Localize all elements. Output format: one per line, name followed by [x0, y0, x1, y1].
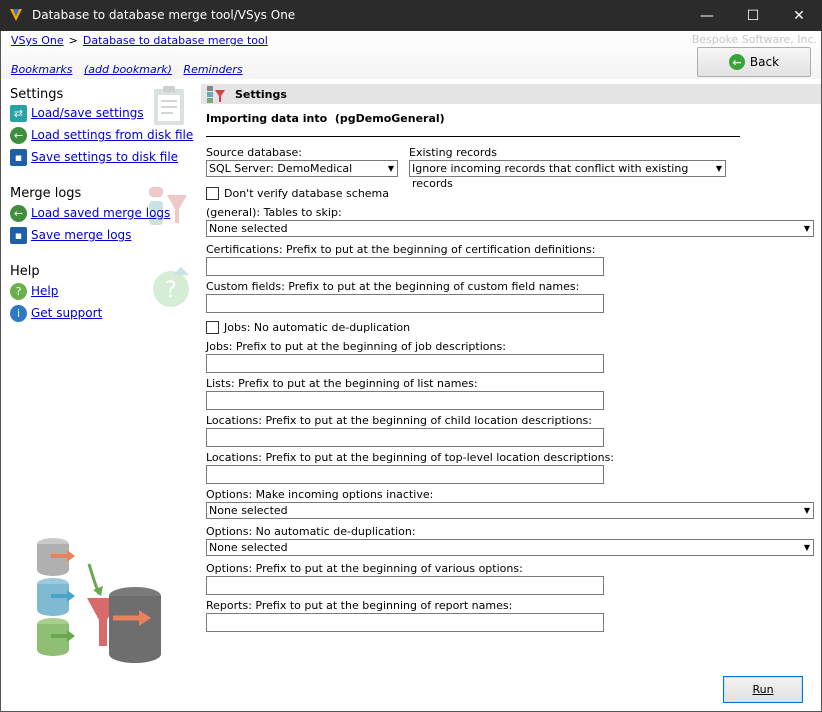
- section-title: Settings: [235, 87, 287, 101]
- run-button-label: Run: [752, 683, 774, 696]
- app-logo-icon: [8, 7, 24, 23]
- separator-line: [206, 136, 740, 137]
- help-question-icon: [151, 265, 195, 309]
- custom-fields-prefix-label: Custom fields: Prefix to put at the beginning of custom field names:: [206, 280, 580, 293]
- chevron-down-icon: ▼: [387, 164, 394, 173]
- minimize-button[interactable]: [684, 0, 730, 31]
- tables-skip-value: None selected: [209, 222, 288, 235]
- cert-prefix-label: Certifications: Prefix to put at the beginning of certification definitions:: [206, 243, 596, 256]
- jobs-dedup-checkbox[interactable]: [206, 321, 410, 334]
- info-icon: i: [10, 305, 27, 322]
- save-merge-logs-label: Save merge logs: [31, 228, 132, 242]
- breadcrumb-home-link[interactable]: VSys One: [11, 34, 64, 47]
- save-settings-disk-link[interactable]: [10, 148, 178, 166]
- save-settings-disk-label: Save settings to disk file: [31, 150, 179, 164]
- breadcrumb-separator: >: [68, 34, 78, 47]
- help-heading: Help: [10, 264, 40, 279]
- source-db-label: Source database:: [206, 146, 302, 159]
- database-merge-illustration: [35, 534, 175, 674]
- load-save-settings-link[interactable]: [10, 104, 144, 122]
- locations-child-prefix-label: Locations: Prefix to put at the beginning of child location descriptions:: [206, 414, 592, 427]
- window-title: Database to database merge tool/VSys One: [32, 8, 296, 22]
- options-prefix-label: Options: Prefix to put at the beginning of various options:: [206, 562, 523, 575]
- close-icon: ✕: [793, 7, 805, 24]
- existing-records-value: Ignore incoming records that conflict with existing records: [412, 162, 689, 190]
- chevron-down-icon: ▼: [803, 506, 810, 515]
- importing-prefix: Importing data into: [206, 112, 328, 125]
- clipboard-icon: [151, 85, 189, 127]
- checkbox-box: [206, 187, 219, 200]
- load-settings-disk-label: Load settings from disk file: [31, 128, 194, 142]
- importing-info: [206, 112, 445, 125]
- back-arrow-icon: ←: [729, 54, 745, 70]
- dont-verify-checkbox[interactable]: [206, 187, 389, 200]
- get-support-link[interactable]: [10, 304, 102, 322]
- title-bar: [0, 0, 822, 31]
- importing-db-name: (pgDemoGeneral): [334, 112, 445, 125]
- options-dedup-select[interactable]: [206, 539, 814, 556]
- reports-prefix-label: Reports: Prefix to put at the beginning of report names:: [206, 599, 513, 612]
- dont-verify-label: Don't verify database schema: [224, 187, 390, 200]
- source-db-select[interactable]: [206, 160, 398, 177]
- save-merge-logs-link[interactable]: [10, 226, 131, 244]
- breadcrumb: [11, 34, 268, 47]
- jobs-dedup-label: Jobs: No automatic de-duplication: [224, 321, 411, 334]
- merge-logs-heading: Merge logs: [10, 186, 82, 201]
- locations-top-prefix-label: Locations: Prefix to put at the beginning of top-level location descriptions:: [206, 451, 615, 464]
- jobs-prefix-label: Jobs: Prefix to put at the beginning of job descriptions:: [206, 340, 506, 353]
- run-button[interactable]: [723, 676, 803, 703]
- options-inactive-label: Options: Make incoming options inactive:: [206, 488, 434, 501]
- checkbox-box: [206, 321, 219, 334]
- bookmarks-link[interactable]: Bookmarks: [11, 63, 73, 76]
- options-dedup-label: Options: No automatic de-duplication:: [206, 525, 416, 538]
- maximize-button[interactable]: [730, 0, 776, 31]
- load-save-settings-label: Load/save settings: [31, 106, 144, 120]
- load-merge-logs-label: Load saved merge logs: [31, 206, 171, 220]
- company-watermark: Bespoke Software, Inc.: [691, 33, 817, 46]
- help-icon: ?: [10, 283, 27, 300]
- reports-prefix-input[interactable]: [206, 613, 604, 632]
- back-button[interactable]: [697, 47, 811, 77]
- existing-records-select[interactable]: [409, 160, 726, 190]
- options-inactive-select[interactable]: [206, 502, 814, 519]
- breadcrumb-current-link[interactable]: Database to database merge tool: [82, 34, 268, 47]
- add-bookmark-link[interactable]: (add bookmark): [83, 63, 172, 76]
- settings-heading: Settings: [10, 87, 64, 102]
- load-merge-logs-link[interactable]: [10, 204, 170, 222]
- lists-prefix-label: Lists: Prefix to put at the beginning of list names:: [206, 377, 478, 390]
- source-db-value: SQL Server: DemoMedical: [209, 162, 353, 175]
- cert-prefix-input[interactable]: [206, 257, 604, 276]
- help-label: Help: [31, 284, 59, 298]
- lists-prefix-input[interactable]: [206, 391, 604, 410]
- custom-fields-prefix-input[interactable]: [206, 294, 604, 313]
- bookmark-bar: [11, 63, 251, 76]
- back-button-label: Back: [749, 55, 780, 69]
- existing-records-label: Existing records: [409, 146, 497, 159]
- close-button[interactable]: [776, 0, 822, 31]
- main-window: [0, 31, 822, 712]
- options-prefix-input[interactable]: [206, 576, 604, 595]
- help-link[interactable]: [10, 282, 58, 300]
- merge-settings-icon: [205, 84, 229, 104]
- tables-skip-label: (general): Tables to skip:: [206, 206, 342, 219]
- locations-top-prefix-input[interactable]: [206, 465, 604, 484]
- options-inactive-value: None selected: [209, 504, 288, 517]
- options-dedup-value: None selected: [209, 541, 288, 554]
- minimize-icon: —: [700, 7, 714, 24]
- chevron-down-icon: ▼: [715, 164, 722, 173]
- load-settings-disk-link[interactable]: [10, 126, 193, 144]
- floppy-disk-icon: ▪: [10, 149, 27, 166]
- floppy-disk-icon: ▪: [10, 227, 27, 244]
- load-arrow-icon: ←: [10, 205, 27, 222]
- get-support-label: Get support: [31, 306, 103, 320]
- locations-child-prefix-input[interactable]: [206, 428, 604, 447]
- chevron-down-icon: ▼: [803, 224, 810, 233]
- svg-text:?: ?: [165, 278, 177, 303]
- reminders-link[interactable]: Reminders: [183, 63, 243, 76]
- load-arrow-icon: ←: [10, 127, 27, 144]
- maximize-icon: ☐: [746, 7, 760, 24]
- section-header: [201, 84, 821, 104]
- chevron-down-icon: ▼: [803, 543, 810, 552]
- tables-skip-select[interactable]: [206, 220, 814, 237]
- swap-arrows-icon: ⇄: [10, 105, 27, 122]
- jobs-prefix-input[interactable]: [206, 354, 604, 373]
